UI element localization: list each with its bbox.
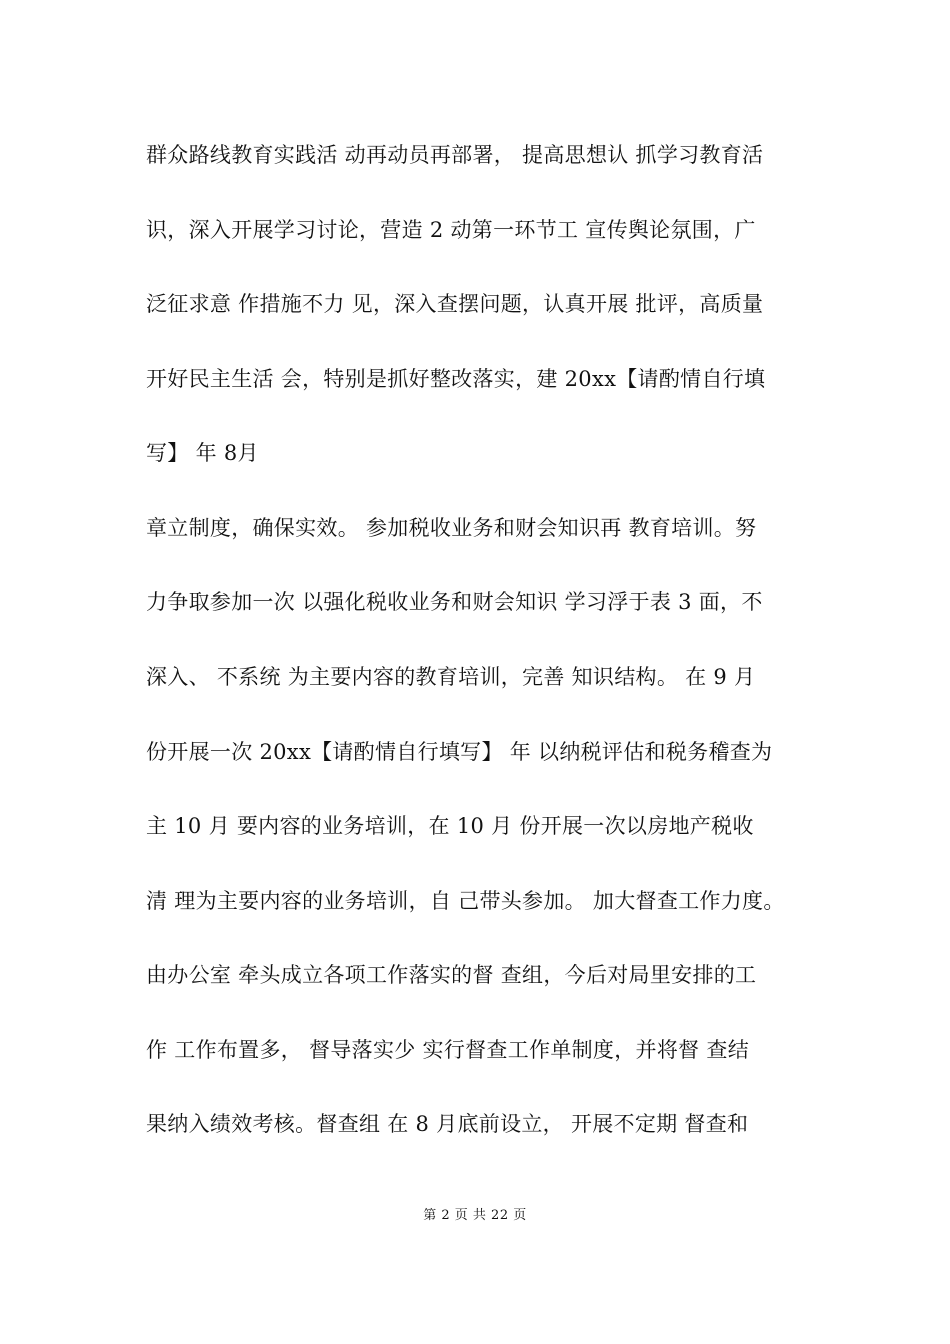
page-number: 第 2 页 共 22 页 [423,1208,527,1223]
body-text-line: 由办公室 牵头成立各项工作落实的督 查组，今后对局里安排的工 [146,963,757,987]
body-text-line: 份开展一次 20xx【请酌情自行填写】 年 以纳税评估和税务稽查为 [146,740,773,764]
body-text-line: 群众路线教育实践活 动再动员再部署， 提高思想认 抓学习教育活 [146,143,764,167]
body-text-line: 清 理为主要内容的业务培训，自 己带头参加。 加大督查工作力度。 [146,889,785,913]
body-text-line: 写】 年 8月 [146,441,259,465]
body-text-line: 作 工作布置多， 督导落实少 实行督查工作单制度，并将督 查结 [146,1038,749,1062]
body-text-line: 深入、 不系统 为主要内容的教育培训，完善 知识结构。 在 9 月 [146,665,756,689]
body-text-line: 果纳入绩效考核。督查组 在 8 月底前设立， 开展不定期 督查和 [146,1112,749,1136]
body-text-line: 主 10 月 要内容的业务培训，在 10 月 份开展一次以房地产税收 [146,814,754,838]
body-text-line: 识，深入开展学习讨论，营造 2 动第一环节工 宣传舆论氛围，广 [146,218,756,242]
body-text-line: 泛征求意 作措施不力 见，深入查摆问题，认真开展 批评，高质量 [146,292,764,316]
body-text-line: 力争取参加一次 以强化税收业务和财会知识 学习浮于表 3 面，不 [146,590,763,614]
body-text-line: 开好民主生活 会，特别是抓好整改落实，建 20xx【请酌情自行填 [146,367,766,391]
page-footer [0,1207,950,1225]
body-text-line: 章立制度，确保实效。 参加税收业务和财会知识再 教育培训。努 [146,516,757,540]
